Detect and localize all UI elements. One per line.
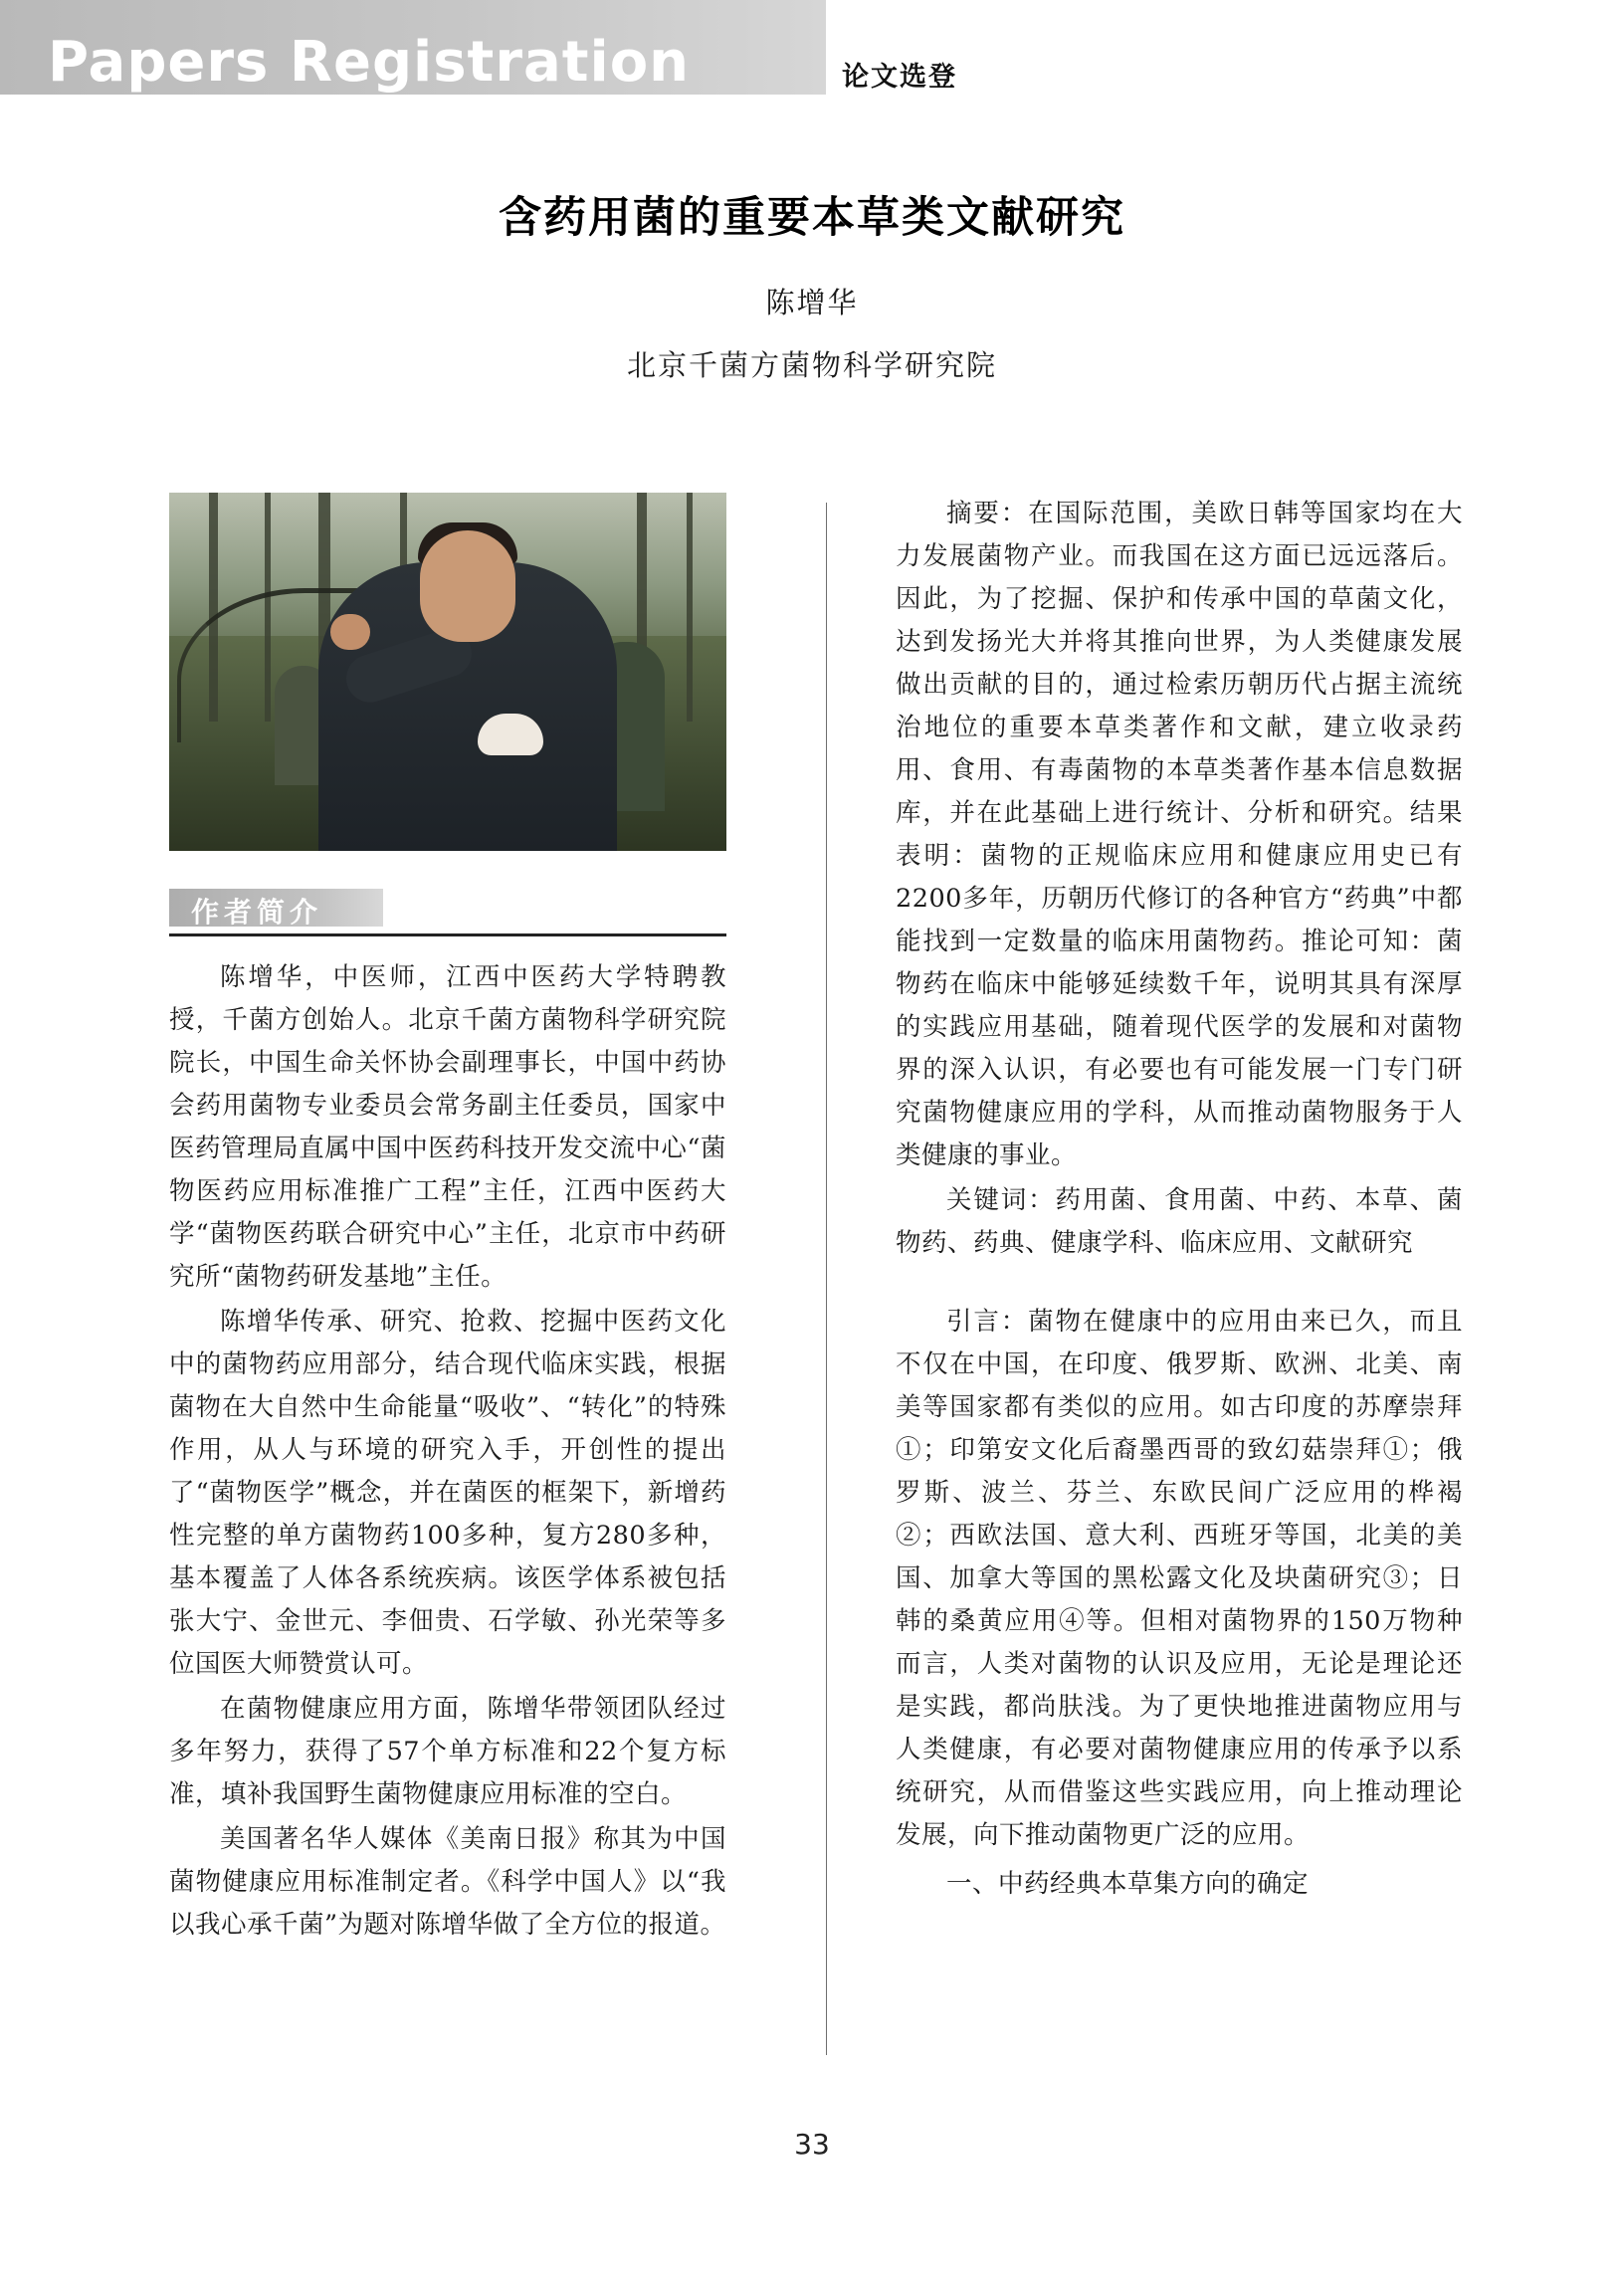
section-subheading: 一、中药经典本草集方向的确定 xyxy=(946,1869,1310,1899)
keywords-paragraph: 关键词：药用菌、食用菌、中药、本草、菌物药、药典、健康学科、临床应用、文献研究 xyxy=(896,1185,1463,1258)
bio-paragraph: 陈增华传承、研究、抢救、挖掘中医药文化中的菌物药应用部分，结合现代临床实践，根据菌物在大自然中生命能量“吸收”、“转化”的特殊作用，从人与环境的研究入手，开创性的提出了“菌物医学”概念，并在菌医的框架下，新增药性完整的单方菌物药100多种，复方280多种，基本覆盖了人体各系统疾病。该医学体系被包括张大宁、金世元、李佃贵、石学敏、孙光荣等多位国医大师赞赏认可。 xyxy=(169,1307,726,1679)
page-number: 33 xyxy=(794,2128,830,2161)
bio-paragraph: 美国著名华人媒体《美南日报》称其为中国菌物健康应用标准制定者。《科学中国人》以“我以我心承千菌”为题对陈增华做了全方位的报道。 xyxy=(169,1824,726,1940)
photo-person-head xyxy=(420,530,515,642)
section-header-rule xyxy=(169,933,726,936)
page-header xyxy=(0,0,1624,131)
photo-tree-trunk xyxy=(687,493,693,722)
left-column xyxy=(169,493,726,1949)
bio-paragraph: 在菌物健康应用方面，陈增华带领团队经过多年努力，获得了57个单方标准和22个复方标准，填补我国野生菌物健康应用标准的空白。 xyxy=(169,1694,726,1809)
title-block xyxy=(0,184,1624,384)
author-bio-section-header xyxy=(169,889,726,936)
right-column xyxy=(896,493,1463,1908)
introduction-paragraph: 引言：菌物在健康中的应用由来已久，而且不仅在中国，在印度、俄罗斯、欧洲、北美、南美等国家都有类似的应用。如古印度的苏摩崇拜①；印第安文化后裔墨西哥的致幻菇崇拜①；俄罗斯、波兰、芬兰、东欧民间广泛应用的桦褐②；西欧法国、意大利、西班牙等国，北美的美国、加拿大等国的黑松露文化及块菌研究③；日韩的桑黄应用④等。但相对菌物界的150万物种而言，人类对菌物的认识及应用，无论是理论还是实践，都尚肤浅。为了更快地推进菌物应用与人类健康，有必要对菌物健康应用的传承予以系统研究，从而借鉴这些实践应用，向上推动理论发展，向下推动菌物更广泛的应用。 xyxy=(896,1307,1463,1850)
author-name: 陈增华 xyxy=(765,286,859,319)
page-title: 含药用菌的重要本草类文献研究 xyxy=(499,193,1125,243)
abstract-paragraph: 摘要：在国际范围，美欧日韩等国家均在大力发展菌物产业。而我国在这方面已远远落后。因此，为了挖掘、保护和传承中国的草菌文化，达到发扬光大并将其推向世界，为人类健康发展做出贡献的目的，通过检索历朝历代占据主流统治地位的重要本草类著作和文献，建立收录药用、食用、有毒菌物的本草类著作基本信息数据库，并在此基础上进行统计、分析和研究。结果表明：菌物的正规临床应用和健康应用史已有2200多年，历朝历代修订的各种官方“药典”中都能找到一定数量的临床用菌物药。推论可知：菌物药在临床中能够延续数千年，说明其具有深厚的实践应用基础，随着现代医学的发展和对菌物界的深入认识，有必要也有可能发展一门专门研究菌物健康应用的学科，从而推动菌物服务于人类健康的事业。 xyxy=(896,499,1463,1170)
author-affiliation: 北京千菌方菌物科学研究院 xyxy=(626,348,997,382)
header-english-label: Papers Registration xyxy=(48,30,691,95)
article-body xyxy=(169,493,1463,2105)
section-spacer xyxy=(896,1267,1463,1301)
author-photo xyxy=(169,493,726,851)
bio-paragraph: 陈增华，中医师，江西中医药大学特聘教授，千菌方创始人。北京千菌方菌物科学研究院院长，中国生命关怀协会副理事长，中国中药协会药用菌物专业委员会常务副主任委员，国家中医药管理局直属中国中医药科技开发交流中心“菌物医药应用标准推广工程”主任，江西中医药大学“菌物医药联合研究中心”主任，北京市中药研究所“菌物药研发基地”主任。 xyxy=(169,962,726,1292)
photo-mushroom xyxy=(478,714,543,755)
photo-person-hand xyxy=(330,614,370,650)
column-divider xyxy=(826,503,827,2055)
section-header-label: 作者简介 xyxy=(191,896,323,929)
header-chinese-label: 论文选登 xyxy=(842,62,957,93)
